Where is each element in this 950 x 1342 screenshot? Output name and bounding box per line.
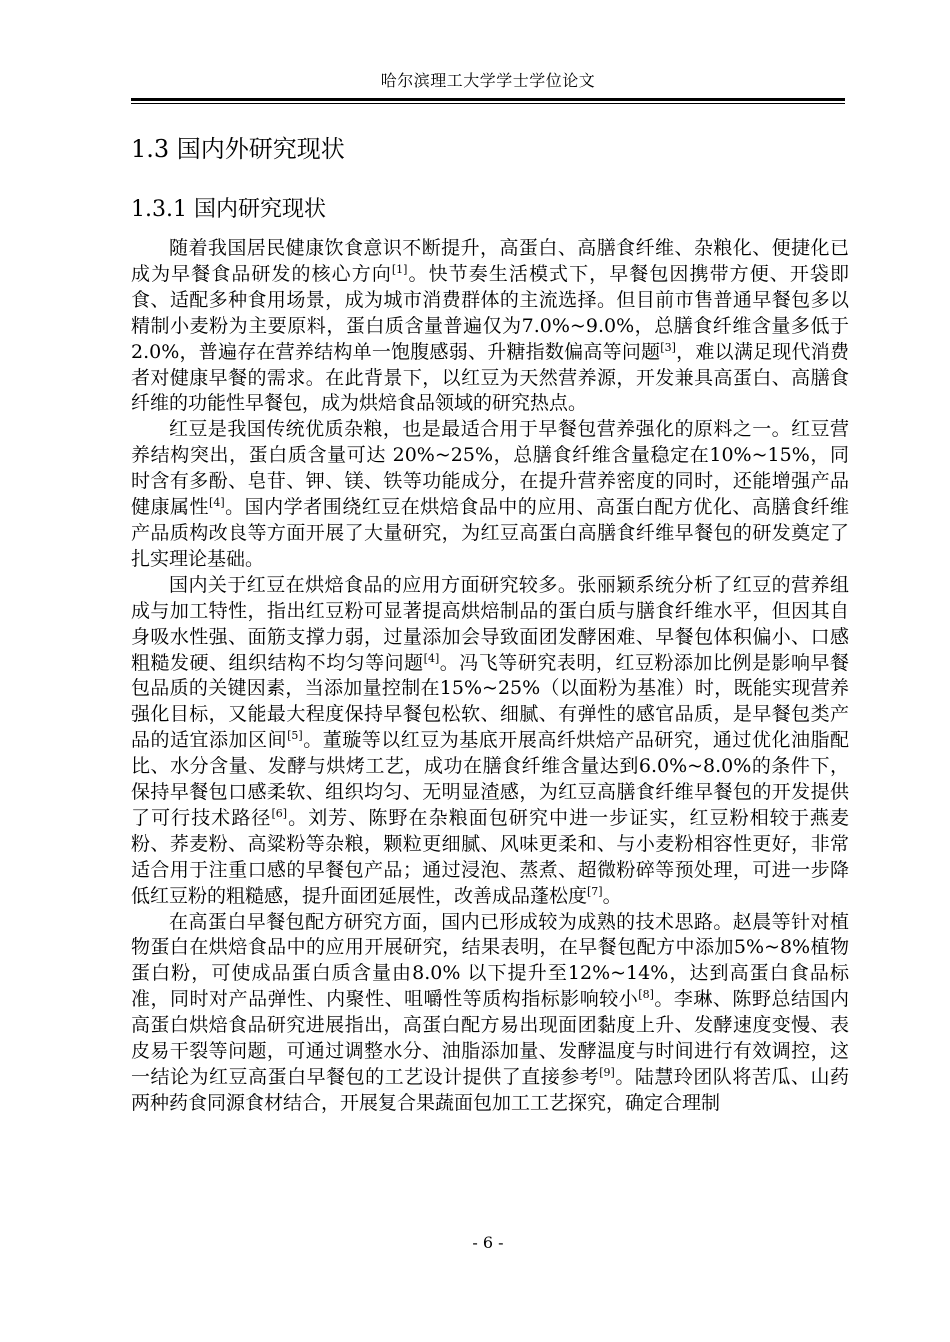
paragraph-text: 。快节奏生活模式下，早餐包因携带方便、开袋即食、适配多种食用场景，成为城市消费群体的主流选择。但目前市售普通早餐包多以精制小麦粉为主要原料，蛋白质含量普遍仅为7.0%~9.0%，总膳食纤维含量多低于2.0%，普遍存在营养结构单一饱腹感弱、升糖指数偏高等问题 <box>131 262 849 363</box>
paragraph-text: 。冯飞等研究表明，红豆粉添加比例是影响早餐包品质的关键因素，当添加量控制在15%~25%（以面粉为基准）时，既能实现营养强化目标，又能最大程度保持早餐包松软、细腻、有弹性的感官品质，是早餐包类产品的适宜添加区间 <box>131 651 849 752</box>
paragraph-text: 在高蛋白早餐包配方研究方面，国内已形成较为成熟的技术思路。赵晨等针对植物蛋白在烘焙食品中的应用开展研究，结果表明，在早餐包配方中添加5%~8%植物蛋白粉，可使成品蛋白质含量由8.0% 以下提升至12%~14%，达到高蛋白食品标准，同时对产品弹性、内聚性、咀嚼性等质构指标影响较小 <box>131 910 849 1011</box>
paragraph-text: 。刘芳、陈野在杂粮面包研究中进一步证实，红豆粉相较于燕麦粉、荞麦粉、高粱粉等杂粮，颗粒更细腻、风味更柔和、与小麦粉相容性更好，非常适合用于注重口感的早餐包产品；通过浸泡、蒸煮、超微粉碎等预处理，可进一步降低红豆粉的粗糙感，提升面团延展性，改善成品蓬松度 <box>131 806 849 907</box>
citation-marker: [4] <box>423 651 440 665</box>
paragraph-text: 。李琳、陈野总结国内高蛋白烘焙食品研究进展指出，高蛋白配方易出现面团黏度上升、发酵速度变慢、表皮易干裂等问题，可通过调整水分、油脂添加量、发酵温度与时间进行有效调控，这一结论为红豆高蛋白早餐包的工艺设计提供了直接参考 <box>131 988 849 1088</box>
citation-marker: [4] <box>209 496 225 510</box>
paragraph-text: 。国内学者围绕红豆在烘焙食品中的应用、高蛋白配方优化、高膳食纤维产品质构改良等方面开展了大量研究，为红豆高蛋白高膳食纤维早餐包的研发奠定了扎实理论基础。 <box>131 496 849 570</box>
header-rule-thick <box>131 98 845 101</box>
citation-marker: [5] <box>287 729 303 743</box>
section-heading: 1.3 国内外研究现状 <box>131 135 345 163</box>
paragraph-text: 。董璇等以红豆为基底开展高纤烘焙产品研究，通过优化油脂配比、水分含量、发酵与烘烤工艺，成功在膳食纤维含量达到6.0%~8.0%的条件下，保持早餐包口感柔软、组织均匀、无明显渣感，为红豆高膳食纤维早餐包的开发提供了可行技术路径 <box>131 729 849 829</box>
paragraph-text: 随着我国居民健康饮食意识不断提升，高蛋白、高膳食纤维、杂粮化、便捷化已成为早餐食品研发的核心方向 <box>131 237 849 285</box>
paragraph <box>131 417 849 572</box>
paragraph-text: 。 <box>602 884 622 907</box>
paragraph <box>131 573 849 910</box>
paragraph-text: 红豆是我国传统优质杂粮，也是最适合用于早餐包营养强化的原料之一。红豆营养结构突出，蛋白质含量可达 20%~25%，总膳食纤维含量稳定在10%~15%，同时含有多酚、皂苷、钾、镁、铁等功能成分，在提升营养密度的同时，还能增强产品健康属性 <box>131 418 849 519</box>
citation-marker: [6] <box>271 806 288 820</box>
citation-marker: [8] <box>638 988 654 1002</box>
citation-marker: [3] <box>660 340 676 354</box>
citation-marker: [7] <box>587 884 603 898</box>
paragraph-text: 。陆慧玲团队将苦瓜、山药两种药食同源食材结合，开展复合果蔬面包加工工艺探究，确定合理制 <box>131 1066 849 1114</box>
paragraph <box>131 910 849 1117</box>
citation-marker: [1] <box>391 262 408 276</box>
paragraph-text: ，难以满足现代消费者对健康早餐的需求。在此背景下，以红豆为天然营养源，开发兼具高蛋白、高膳食纤维的功能性早餐包，成为烘焙食品领域的研究热点。 <box>131 340 849 415</box>
citation-marker: [9] <box>599 1066 615 1079</box>
paragraph-text: 国内关于红豆在烘焙食品的应用方面研究较多。张丽颖系统分析了红豆的营养组成与加工特性，指出红豆粉可显著提高烘焙制品的蛋白质与膳食纤维水平，但因其自身吸水性强、面筋支撑力弱，过量添加会导致面团发酵困难、早餐包体积偏小、口感粗糙发硬、组织结构不均匀等问题 <box>131 573 849 674</box>
page-number: - 6 - <box>472 1233 504 1252</box>
body-text <box>131 236 849 1117</box>
header-rule-thin <box>131 103 845 104</box>
subsection-heading: 1.3.1 国内研究现状 <box>131 197 326 222</box>
running-header: 哈尔滨理工大学学士学位论文 <box>380 71 596 90</box>
paragraph <box>131 236 849 417</box>
